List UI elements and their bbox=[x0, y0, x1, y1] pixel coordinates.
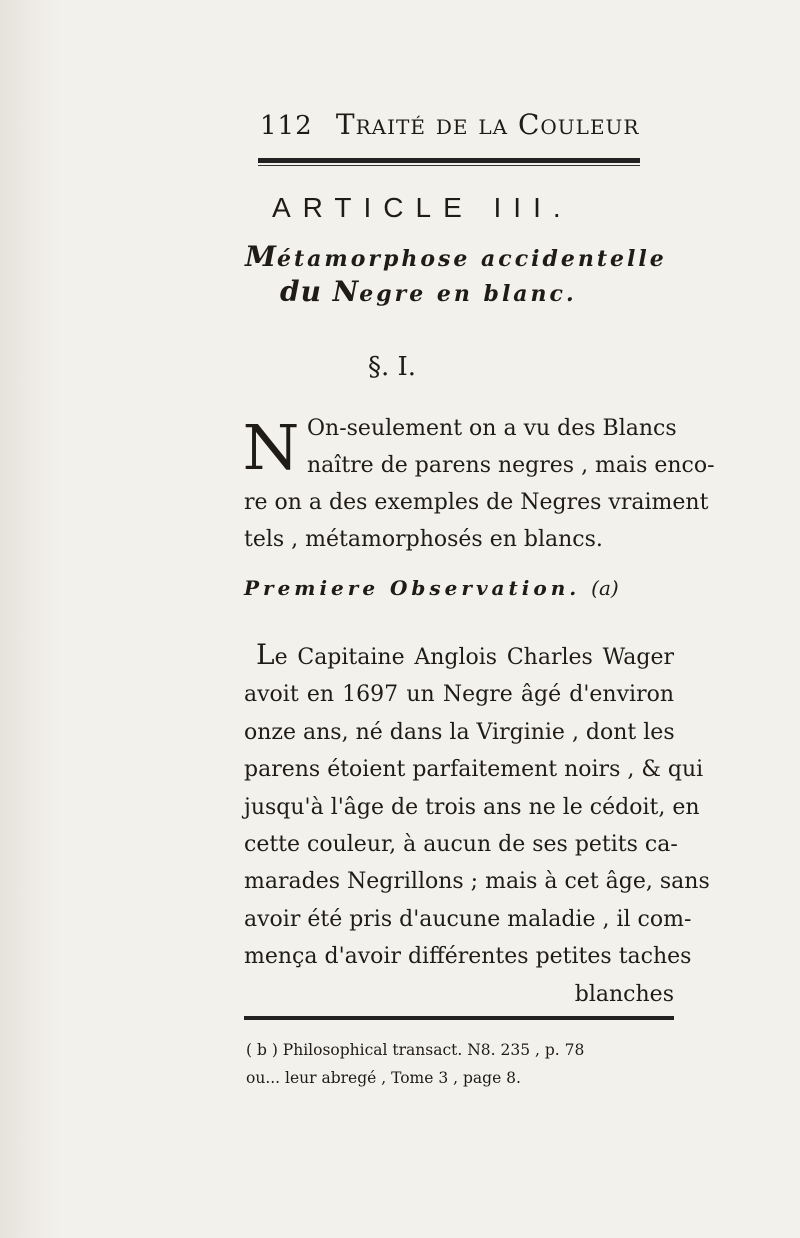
footnote-line: ( b ) Philosophical transact. N8. 235 , p. 78 bbox=[246, 1041, 585, 1059]
header-rule bbox=[258, 158, 640, 166]
section-number: §. I. bbox=[368, 352, 417, 382]
text-line: onze ans, né dans la Virginie , dont les bbox=[244, 719, 675, 745]
article-heading: ARTICLE III. bbox=[272, 192, 573, 223]
running-header bbox=[260, 108, 639, 141]
text-line: avoit en 1697 un Negre âgé d'environ bbox=[244, 682, 674, 708]
subtitle-line-2: du Negre en blanc. bbox=[280, 275, 577, 308]
text-line: tels , métamorphosés en blancs. bbox=[244, 527, 603, 552]
footnote bbox=[246, 1036, 686, 1092]
text-line: avoir été pris d'aucune maladie , il com- bbox=[244, 906, 692, 932]
page-number: 112 bbox=[260, 111, 313, 141]
observation-title: Premiere Observation. bbox=[244, 576, 581, 600]
text-line: cette couleur, à aucun de ses petits ca- bbox=[244, 832, 678, 858]
catchword: blanches bbox=[574, 981, 674, 1007]
drop-cap: N bbox=[242, 411, 300, 484]
text-line: parens étoient parfaitement noirs , & qui bbox=[244, 757, 704, 783]
text-line: mença d'avoir différentes petites taches bbox=[244, 944, 692, 970]
page-margin-shadow bbox=[0, 0, 60, 1238]
footnote-line: ou... leur abregé , Tome 3 , page 8. bbox=[246, 1069, 521, 1087]
observation-heading bbox=[244, 576, 619, 600]
running-title: Traité de la Couleur bbox=[335, 108, 640, 141]
paragraph-2 bbox=[244, 636, 710, 1013]
paragraph-1 bbox=[244, 410, 715, 558]
text-line: Le Capitaine Anglois Charles Wager bbox=[256, 638, 674, 671]
text-line: jusqu'à l'âge de trois ans ne le cédoit, en bbox=[244, 794, 700, 820]
footnote-rule bbox=[244, 1016, 674, 1020]
text-line: On-seulement on a vu des Blancs bbox=[307, 416, 677, 441]
footnote-ref: (a) bbox=[591, 576, 619, 600]
subtitle-line-1: Métamorphose accidentelle bbox=[245, 240, 667, 273]
text-line: re on a des exemples de Negres vraiment bbox=[244, 490, 709, 515]
text-line: naître de parens negres , mais enco- bbox=[307, 453, 715, 478]
text-line: marades Negrillons ; mais à cet âge, sans bbox=[244, 869, 710, 895]
